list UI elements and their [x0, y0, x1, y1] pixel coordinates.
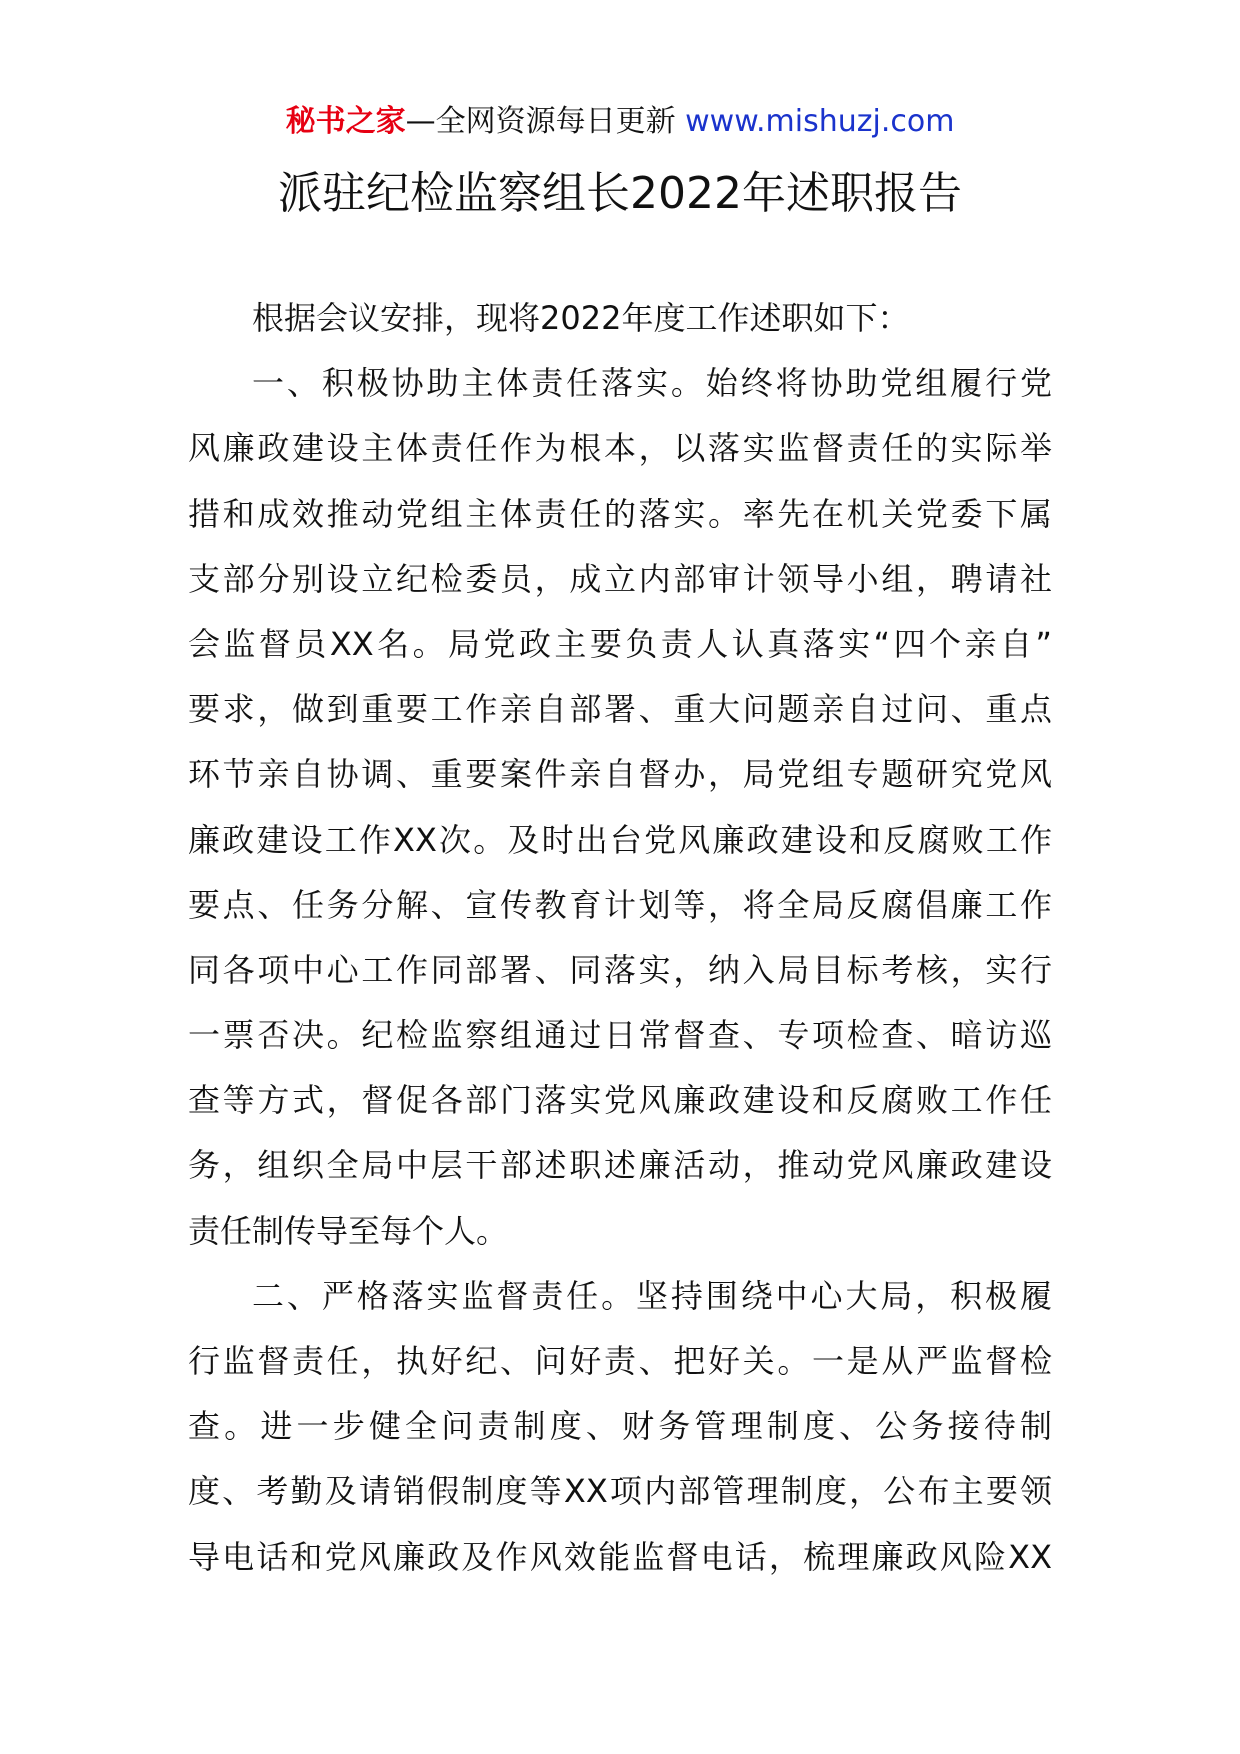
- body-line: 会监督员XX名。局党政主要负责人认真落实“四个亲自”: [188, 624, 1052, 663]
- body-line-section-1-start: 一、积极协助主体责任落实。始终将协助党组履行党: [252, 364, 1052, 403]
- header-tagline: —全网资源每日更新: [405, 104, 686, 139]
- body-line-section-2-start: 二、严格落实监督责任。坚持围绕中心大局，积极履: [252, 1276, 1052, 1315]
- body-line: 风廉政建设主体责任作为根本，以落实监督责任的实际举: [188, 429, 1052, 468]
- document-title: 派驻纪检监察组长2022年述职报告: [278, 168, 962, 219]
- body-line: 行监督责任，执好纪、问好责、把好关。一是从严监督检: [188, 1342, 1052, 1380]
- body-line: 廉政建设工作XX次。及时出台党风廉政建设和反腐败工作: [188, 820, 1052, 859]
- header-url-link[interactable]: www.mishuzj.com: [685, 104, 955, 139]
- body-line: 环节亲自协调、重要案件亲自督办，局党组专题研究党风: [188, 755, 1052, 794]
- body-line: 一票否决。纪检监察组通过日常督查、专项检查、暗访巡: [188, 1016, 1052, 1055]
- site-header: [0, 100, 1240, 144]
- body-line-section-1-end: 责任制传导至每个人。: [188, 1211, 509, 1250]
- body-line: 同各项中心工作同部署、同落实，纳入局目标考核，实行: [188, 950, 1052, 989]
- body-line: 务，组织全局中层干部述职述廉活动，推动党风廉政建设: [188, 1146, 1052, 1185]
- body-line: 度、考勤及请销假制度等XX项内部管理制度，公布主要领: [188, 1472, 1052, 1511]
- body-line-intro: 根据会议安排，现将2022年度工作述职如下：: [252, 299, 910, 337]
- body-line: 措和成效推动党组主体责任的落实。率先在机关党委下属: [188, 494, 1052, 533]
- document-body: [188, 286, 1052, 1590]
- body-line: 要求，做到重要工作亲自部署、重大问题亲自过问、重点: [188, 690, 1052, 729]
- body-line: 查。进一步健全问责制度、财务管理制度、公务接待制: [188, 1407, 1052, 1446]
- header-brand: 秘书之家: [285, 104, 406, 139]
- body-line: 查等方式，督促各部门落实党风廉政建设和反腐败工作任: [188, 1081, 1052, 1120]
- body-line: 导电话和党风廉政及作风效能监督电话，梳理廉政风险XX: [188, 1537, 1052, 1576]
- body-line: 支部分别设立纪检委员，成立内部审计领导小组，聘请社: [188, 559, 1052, 598]
- body-line: 要点、任务分解、宣传教育计划等，将全局反腐倡廉工作: [188, 885, 1052, 924]
